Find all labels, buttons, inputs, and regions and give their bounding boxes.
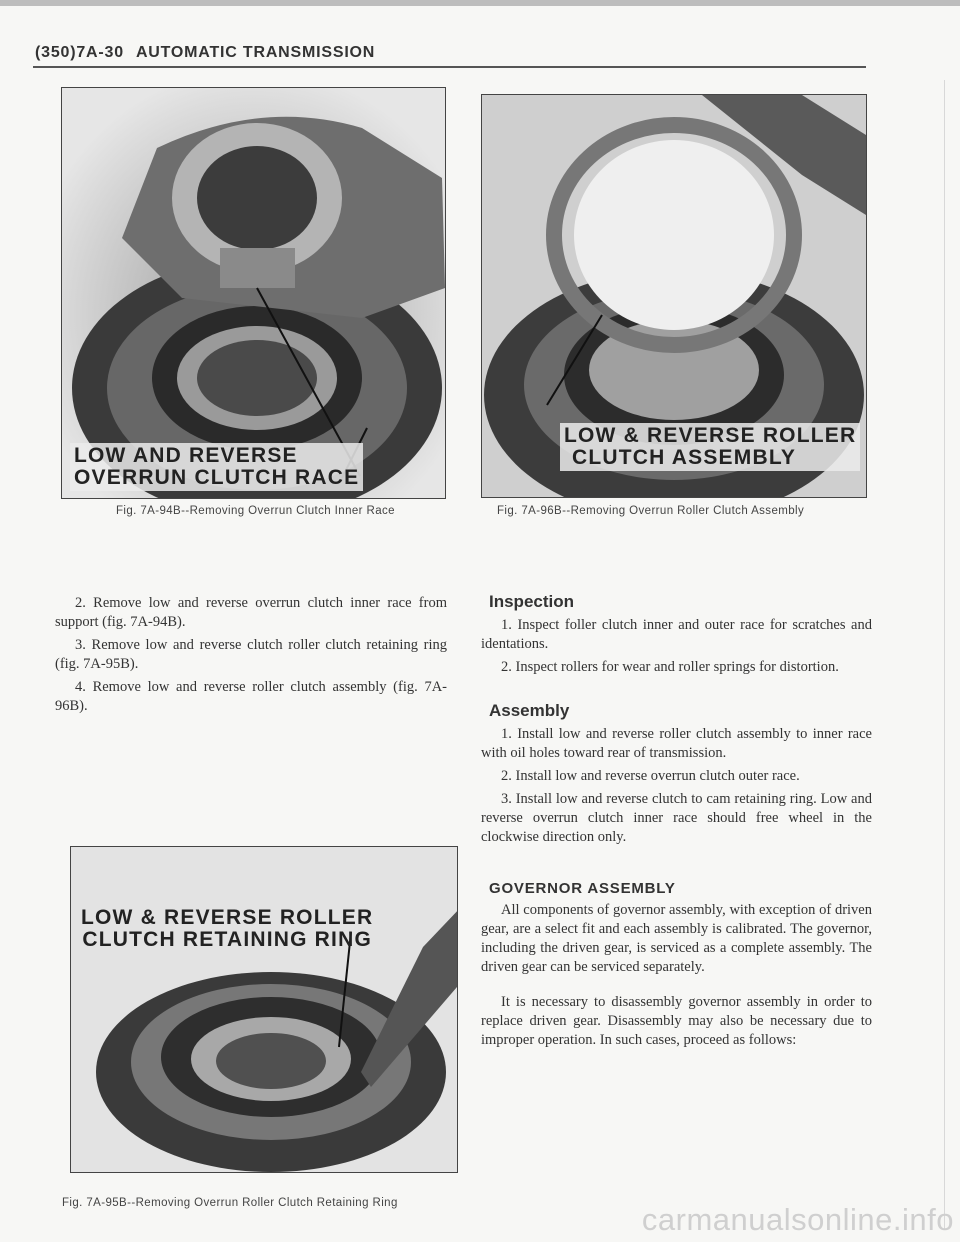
left-steps (55, 594, 447, 720)
right-margin-line (944, 80, 945, 1230)
figure-94b-label-line2: OVERRUN CLUTCH RACE (74, 466, 360, 490)
figure-96b-label-line1: LOW & REVERSE ROLLER (564, 424, 857, 447)
governor-heading: GOVERNOR ASSEMBLY (489, 880, 676, 897)
figure-95b-caption: Fig. 7A-95B--Removing Overrun Roller Clutch Retaining Ring (62, 1197, 398, 1209)
figure-96b (481, 94, 867, 498)
inspection-step-1: 1. Inspect foller clutch inner and outer race for scratches and identations. (481, 617, 872, 652)
page-header (35, 44, 375, 62)
inspection-step-2: 2. Inspect rollers for wear and roller springs for distortion. (501, 659, 839, 675)
assembly-step-1: 1. Install low and reverse roller clutch assembly to inner race with oil holes toward rear of transmission. (481, 726, 872, 761)
figure-95b-label-line1: LOW & REVERSE ROLLER (81, 906, 374, 929)
figure-95b-label (81, 907, 373, 951)
left-step-4: 4. Remove low and reverse roller clutch assembly (fig. 7A-96B). (55, 679, 447, 714)
governor-paragraph-2: It is necessary to disassembly governor assembly in order to replace driven gear. Disassembly may also be necessary due to improper operation. In such cases, proceed as follows: (481, 994, 872, 1048)
left-step-3: 3. Remove low and reverse clutch roller clutch retaining ring (fig. 7A-95B). (55, 637, 447, 672)
inspection-heading: Inspection (489, 592, 575, 611)
assembly-step-2: 2. Install low and reverse overrun clutch outer race. (501, 768, 800, 784)
assembly-heading: Assembly (489, 701, 570, 720)
section-title: AUTOMATIC TRANSMISSION (135, 44, 376, 61)
figure-96b-label-line2: CLUTCH ASSEMBLY (572, 446, 797, 470)
page-code: (350)7A-30 (35, 44, 124, 61)
governor-paragraph-1: All components of governor assembly, with exception of driven gear, are a select fit and each assembly is calibrated. The governor, including the driven gear, is serviced as a complete assembly. The driven gear can be serviced separately. (481, 902, 872, 975)
assembly-steps (481, 725, 872, 851)
left-step-2: 2. Remove low and reverse overrun clutch inner race from support (fig. 7A-94B). (55, 595, 447, 630)
assembly-step-3: 3. Install low and reverse clutch to cam retaining ring. Low and reverse overrun clutch inner race should free wheel in the clockwise direction only. (481, 791, 872, 845)
header-rule (33, 66, 866, 68)
figure-94b-caption: Fig. 7A-94B--Removing Overrun Clutch Inner Race (116, 505, 395, 517)
figure-95b-label-line2: CLUTCH RETAINING RING (82, 928, 372, 952)
top-edge (0, 0, 960, 6)
figure-94b (61, 87, 446, 499)
figure-95b-photo (71, 847, 457, 1172)
governor-paragraphs (481, 901, 872, 1054)
watermark: carmanualsonline.info (641, 1202, 954, 1237)
figure-96b-label (560, 423, 860, 471)
figure-94b-label-line1: LOW AND REVERSE (74, 444, 298, 467)
figure-94b-photo (62, 88, 445, 498)
figure-94b-label (70, 443, 363, 491)
figure-95b (70, 846, 458, 1173)
figure-96b-caption: Fig. 7A-96B--Removing Overrun Roller Clutch Assembly (497, 505, 805, 517)
inspection-steps (481, 616, 872, 681)
